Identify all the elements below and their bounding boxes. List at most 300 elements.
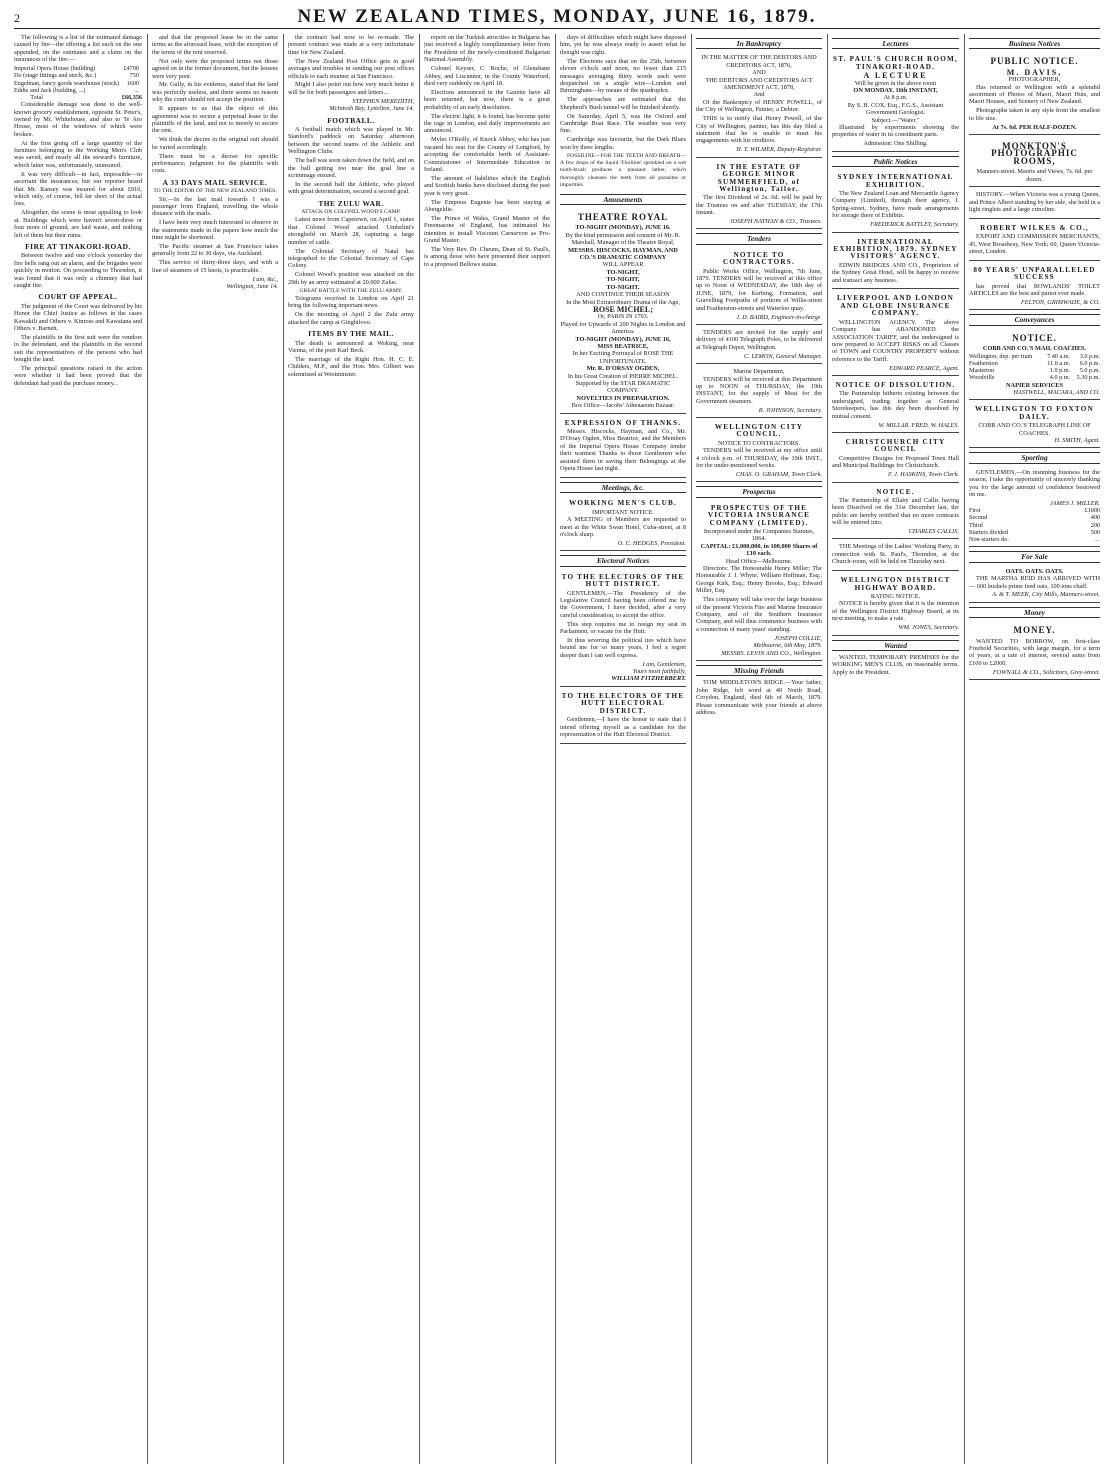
paragraph: report on the Turkish atrocities in Bulgaria has just received a highly complimentary letter from the President of the newly-constituted Bulgarian National Assembly. bbox=[424, 34, 550, 64]
paragraph: The marriage of the Right Hon. H. C. E. Childers, M.P., and the Hon. Mrs. Gilbert was solemnised at Westminster. bbox=[288, 355, 414, 378]
prize-cell: First bbox=[969, 507, 981, 515]
signature: HASTWELL, MACARA, AND CO. bbox=[1013, 388, 1100, 396]
prize-row bbox=[969, 536, 1100, 543]
ad-heading: ST. PAUL'S CHURCH ROOM, TINAKORI-ROAD. bbox=[833, 55, 958, 71]
ad-body: This step requires me to resign my seat in Parliament, or vacate for the Hutt. bbox=[560, 620, 686, 636]
ad-heading: PROSPECTUS OF THE VICTORIA INSURANCE COMPANY (LIMITED). bbox=[707, 503, 811, 527]
electoral-notice bbox=[560, 570, 686, 687]
ad-line: RATING NOTICE. bbox=[870, 592, 921, 600]
ad-heading: WELLINGTON CITY COUNCIL. bbox=[714, 423, 804, 439]
total-value: £66,356 bbox=[121, 93, 142, 101]
ad-line: THE DEBTORS AND CREDITORS ACT AMENDMENT ACT, 1878, bbox=[705, 76, 813, 92]
ad-heading: INTERNATIONAL EXHIBITION, 1879. SYDNEY VISITORS' AGENCY. bbox=[833, 237, 958, 261]
column-rule bbox=[419, 34, 420, 1464]
timetable-cell: 5.0 p.m. bbox=[1079, 367, 1100, 375]
money-notice bbox=[969, 621, 1100, 680]
timetable-cell: 6.0 p.m. bbox=[1079, 359, 1100, 367]
section-subheading: TO THE EDITOR OF THE NEW ZEALAND TIMES. bbox=[153, 188, 277, 195]
ad-line: Played for Upwards of 200 Nights in London and America. bbox=[560, 320, 686, 336]
ad-heading: NOTICE TO CONTRACTORS. bbox=[723, 250, 795, 267]
prize-row bbox=[969, 529, 1100, 536]
ad-line: At 7s. 6d. PER HALF-DOZEN. bbox=[992, 123, 1077, 131]
ad-body: EXPORT AND COMMISSION MERCHANTS, 45, West Broadway, New York; 60, Queen Victoria-street, London. bbox=[969, 233, 1100, 256]
ad-body: WELLINGTON AGENCY. The above Company has ABANDONED the ASSOCIATION TARIFF, and the undersigned is now prepared to ACCEPT RISKS on all Classes of TOWN and COUNTRY PROPERTY without reference to the Tariff. bbox=[832, 318, 959, 363]
prize-cell: 200 bbox=[1090, 521, 1100, 529]
timetable-cell: 1.0 p.m. bbox=[1049, 367, 1071, 375]
signature: JOSEPH NATHAN & CO., Trustees. bbox=[729, 218, 822, 226]
paragraph: The Empress Eugenie has been staying at Abergeldie. bbox=[424, 198, 550, 213]
paragraph: It appears to us that the object of this agreement was to secure a perpetual lease to the plaintiffs of the land, and not to merely to secure the rent. bbox=[152, 105, 278, 135]
ad-line: NAPIER SERVICES bbox=[1006, 381, 1063, 389]
business-notice bbox=[969, 263, 1100, 311]
paragraph: The judgment of the Court was delivered by his Honor the Chief Justice as follows in the cases Kawakili and Others v. Kinross and Kawatana and Others v. Barnett. bbox=[14, 302, 142, 333]
prize-cell: Starters divided bbox=[969, 528, 1009, 536]
ad-body: TENDERS will be received at my office until 4 o'clock p.m. of THURSDAY, the 19th INST., for the under-mentioned works. bbox=[696, 447, 822, 470]
ad-line: Head Office—Melbourne. bbox=[725, 557, 793, 565]
public-notice bbox=[832, 235, 959, 290]
prize-cell: Second bbox=[969, 514, 988, 522]
coach-notice bbox=[969, 402, 1100, 448]
ad-line: Box Office—Jacobs' Athenaeum Bazaar. bbox=[571, 402, 675, 410]
paragraph: The plaintiffs in the first suit were the vendors to the defendant, and the plaintiffs in the second suit the representatives of the persons who had bought the land. bbox=[14, 333, 142, 364]
signature: WILLIAM FITZHERBERT. bbox=[611, 675, 686, 683]
section-heading: FOOTBALL. bbox=[327, 115, 375, 125]
ad-body: Illustrated by experiments showing the properties of water in its constituent parts. bbox=[832, 124, 959, 139]
ad-line: COBB AND CO.'S TELEGRAPH LINE OF COACHES. bbox=[978, 422, 1091, 437]
ad-heading: LIVERPOOL AND LONDON AND GLOBE INSURANCE COMPANY. bbox=[836, 294, 955, 318]
ad-heading: NOTICE OF DISSOLUTION. bbox=[835, 381, 956, 390]
paragraph: Might I also point out how very much better it will be for both passengers and letters... bbox=[288, 81, 414, 96]
paragraph: the contract had now to be re-made. The present contract was made at a very unfortunate time for New Zealand. bbox=[288, 34, 414, 56]
ad-heading: 80 YEARS' UNPARALLELED SUCCESS bbox=[973, 265, 1096, 282]
ad-line: TO-NIGHT (MONDAY), JUNE 16, bbox=[575, 335, 671, 343]
paragraph: At the first going off a large quantity of the furniture belonging to the Working Men's Club was saved, and nearly all the steward's furniture, which latter was, unfortunately, uninsured. bbox=[14, 139, 142, 169]
signature: FOWNALL & CO., Solicitors, Grey-street. bbox=[992, 668, 1100, 676]
business-notice bbox=[969, 221, 1100, 261]
ad-heading: PUBLIC NOTICE. bbox=[990, 56, 1079, 67]
paragraph: Latest news from Capetown, on April 1, states that Colonel Wood attacked Umbelini's stronghold on March 28, capturing a large number of cattle. bbox=[288, 216, 414, 246]
ad-line: Subject.—"Water." bbox=[871, 116, 920, 124]
paragraph: Elections announced in the Gazette have all been returned, but now, there is a great probability of an early dissolution. bbox=[424, 88, 550, 111]
losses-cell: Do (stage fittings and stock, &c.) bbox=[14, 72, 97, 80]
section-subheading: ATTACK ON COLONEL WOOD'S CAMP. bbox=[301, 209, 401, 216]
signature: H. SMITH, Agent. bbox=[1054, 436, 1100, 444]
ad-line: AND bbox=[752, 69, 766, 77]
ad-body: THE Meetings of the Ladies' Working Party, in connection with St. Paul's, Thorndon, at the Church-room, will be held on Thursday next. bbox=[832, 543, 959, 566]
timetable-cell: 3.0 p.m. bbox=[1079, 352, 1100, 360]
paragraph: Between twelve and one o'clock yesterday the fire bells rang out an alarm, and the brigades were quickly in motion. On proceeding to Thorndon, it was found that it was only a chimney that had caught fire. bbox=[14, 252, 142, 289]
bankruptcy-notice bbox=[696, 52, 822, 157]
column-rule bbox=[691, 34, 692, 1464]
prize-row bbox=[969, 514, 1100, 521]
paragraph: The Elections says that on the 25th, between eleven o'clock and noon, no fewer than 215 messages averaging thirty words each were despatched on a single wire—London and Birmingham—by means of the quadruplex. bbox=[560, 57, 686, 95]
public-notice bbox=[832, 573, 959, 635]
signature: CHARLES CALLIS, bbox=[908, 528, 959, 536]
signature: Wellington, June 14. bbox=[226, 283, 278, 291]
ad-line: Supported by the STAR DRAMATIC COMPANY. bbox=[575, 379, 671, 395]
column-1 bbox=[14, 34, 142, 1464]
ad-heading: NOTICE. bbox=[1012, 332, 1057, 343]
section-banner-public-notices: Public Notices bbox=[832, 156, 959, 167]
ad-line: ROSE MICHEL; bbox=[593, 304, 653, 314]
lecture-notice bbox=[832, 52, 959, 151]
ad-heading: WORKING MEN'S CLUB. bbox=[568, 499, 678, 508]
ad-line: Admission: One Shilling. bbox=[863, 140, 928, 148]
ad-line: By the kind permission and consent of Mr. R. Marshall, Manager of the Theatre Royal, bbox=[565, 231, 681, 247]
prize-row bbox=[969, 507, 1100, 514]
losses-cell bbox=[139, 87, 142, 94]
section-banner-tenders: Tenders bbox=[696, 233, 822, 244]
ad-heading: EXPRESSION OF THANKS. bbox=[564, 418, 682, 427]
paragraph: The approaches are estimated that the Shepherd's Bush tunnel will be finished shortly. bbox=[560, 96, 686, 111]
ad-line: ON MONDAY, 16th INSTANT, bbox=[853, 87, 938, 95]
page-columns bbox=[14, 34, 1100, 1464]
signature: WM. JONES, Secretary. bbox=[898, 624, 959, 632]
paragraph: There must be a decree for specific performance; judgment for the plaintiffs with costs. bbox=[152, 152, 278, 175]
paragraph: On Saturday, April 5, was the Oxford and Cambridge Boat Race. The weather was very fine. bbox=[560, 112, 686, 135]
ad-heading: WELLINGTON TO FOXTON DAILY. bbox=[975, 405, 1094, 421]
advertisement-paragraph: FOSSILINE—FOR THE TEETH AND BREATH—A few drops of the liquid 'Floriline' sprinkled on a wet tooth-brush produces a pleasant lather, which thoroughly cleanses the teeth from all parasites or impurities. bbox=[560, 152, 686, 189]
ad-body: THE MARTHA REID HAS ARRIVED WITH— 600 bushels prime feed oats, 100 tons chaff. bbox=[969, 575, 1100, 590]
timetable-cell: Woodville bbox=[969, 374, 995, 382]
section-banner-electoral: Electoral Notices bbox=[560, 555, 686, 566]
tender-notice bbox=[696, 327, 822, 364]
paragraph: It was very difficult—in fact, impossible—to ascertain the insurances; but our reporter heard that Mr. Ransey was insured for about £910, which only, of course, fell far short of the actual loss. bbox=[14, 170, 142, 208]
coach-timetable bbox=[969, 353, 1100, 382]
ad-body: GENTLEMEN,—The Presidency of the Legislative Council having been offered me by the Government, I have decided, after a very careful consideration, to accept the office. bbox=[560, 589, 686, 619]
paragraph: This service of thirty-three days, and with a line of steamers of 15 knots, is practicable. bbox=[152, 259, 278, 274]
ad-body: HISTORY.—When Victoria was a young Queen, and Prince Albert standing by her side, she held in a light ringlets and a large crinoline. bbox=[969, 191, 1100, 213]
losses-row bbox=[14, 72, 142, 79]
ad-line: IMPORTANT NOTICE. bbox=[592, 508, 654, 516]
ad-line: Marine Department, bbox=[733, 368, 785, 376]
section-subheading: GREAT BATTLE WITH THE ZULU ARMY. bbox=[299, 287, 403, 294]
signature: W. MILLAR. FRED. W. HALES. bbox=[878, 421, 959, 429]
paragraph: The Colonial Secretary of Natal has telegraphed to the Colonial Secretary of Cape Colony. bbox=[288, 247, 414, 270]
signature: MESSRS. LEVIN AND CO., Wellington. bbox=[721, 649, 822, 657]
losses-cell: £4700 bbox=[123, 65, 139, 73]
thanks-advertisement bbox=[560, 416, 686, 478]
ad-body: WANTED, TEMPORARY PREMISES for the WORKING MEN'S CLUB, on reasonable terms. Apply to the President. bbox=[832, 653, 959, 676]
prize-cell: 400 bbox=[1090, 514, 1100, 522]
losses-row bbox=[14, 80, 142, 87]
paragraph: and that the proposed lease be in the same terms as the aforesaid lease, with the exception of the terms of the rent reserved. bbox=[152, 34, 278, 56]
section-heading: FIRE AT TINAKORI-ROAD. bbox=[25, 241, 131, 251]
column-2 bbox=[152, 34, 278, 1464]
section-banner-lectures: Lectures bbox=[832, 38, 959, 49]
losses-cell: ... bbox=[134, 86, 139, 94]
ad-line: And bbox=[753, 91, 765, 99]
ad-body: In thus severing the political ties which have bound me for so many years, I feel a regret deeper than I can well express. bbox=[560, 636, 686, 659]
section-banner-prospectus: Prospectus bbox=[696, 486, 822, 497]
paragraph: The Very Rev. Dr. Cheuns, Dean of St. Paul's, is among those who have presented their support to a proposed Bellows statue. bbox=[424, 245, 550, 268]
timetable-row bbox=[969, 374, 1100, 381]
prize-cell: … bbox=[1093, 536, 1100, 544]
ad-body: The first Dividend of 2s. 6d. will be paid by the Trustees on and after TUESDAY, the 17th instant. bbox=[696, 194, 822, 217]
ad-line: TO-NIGHT (MONDAY), JUNE 16. bbox=[575, 224, 671, 232]
ad-line: MISS BEATRICE, bbox=[597, 342, 649, 350]
signature: F. J. HASKINS, Town Clerk. bbox=[887, 471, 959, 479]
prize-row bbox=[969, 522, 1100, 529]
section-banner-conveyances: Conveyances bbox=[969, 314, 1100, 325]
total-label: Total bbox=[30, 93, 43, 101]
ad-body: Directors: The Honourable Henry Miller; The Honourable J. J. Whyte; William Hoffman, Esq.; George Kirk, Esq.; Henry Brooks, Esq.; Edward Miller, Esq. bbox=[696, 565, 822, 595]
timetable-row bbox=[969, 353, 1100, 360]
paragraph: Myles O'Reilly, of Knock Abbey, who has just vacated his seat for the County of Longford, by accepting the comfortable berth of Assistant-Commissioner of Intermediate Education in Ireland. bbox=[424, 136, 550, 173]
section-banner-business-notices: Business Notices bbox=[969, 38, 1100, 49]
ad-line: COBB AND CO.'S MAIL COACHES. bbox=[982, 345, 1087, 353]
ad-heading: TO THE ELECTORS OF THE HUTT ELECTORAL DISTRICT. bbox=[561, 691, 685, 715]
ad-line: In his Great Creation of PIERRE MICHEL. bbox=[567, 372, 679, 380]
section-banner-sporting: Sporting bbox=[969, 452, 1100, 463]
ad-line: M. DAVIS, bbox=[1006, 67, 1063, 77]
sporting-notice bbox=[969, 467, 1100, 548]
signature: O. C. HEDGES, President. bbox=[617, 539, 686, 547]
signature: Melbourne, 6th May, 1879. bbox=[753, 642, 822, 650]
prize-cell: £1000 bbox=[1084, 507, 1100, 515]
paragraph: Colonel Keyser, C. Roche, of Glenshane Abbey, and Liscannor, in the County Waterford, died very suddenly on April 18. bbox=[424, 65, 550, 87]
timetable-cell: 4.0 p.m. bbox=[1049, 374, 1071, 382]
ad-body: TENDERS are invited for the supply and delivery of 4100 Telegraph Poles, to be delivered at Telegraph Depot, Wellington. bbox=[696, 329, 822, 351]
ad-body: has proved that ROWLANDS' TOILET ARTICLES are the best and purest ever made. bbox=[969, 282, 1100, 298]
ad-body: Public Works Office, Wellington, 7th June, 1879. TENDERS will be received at this office up to Noon of WEDNESDAY, the 18th day of JUNE, 1879, for Kerbing, Formation, and Gravelling Footpaths of portions of Willis-street and Featherston-streets and Waterloo quay. bbox=[696, 267, 822, 312]
column-8 bbox=[969, 34, 1100, 1464]
ad-body: The Partnership of Ellaby and Callis having been Dissolved on the 31st December last, the public are hereby notified that no more contracts will be entered into. bbox=[832, 496, 959, 527]
losses-cell: Imperial Opera House (building) bbox=[14, 65, 96, 73]
ad-line: AND CONTINUE THEIR SEASON bbox=[576, 291, 670, 299]
ad-body: Has returned to Wellington with a splendid assortment of Photos of Maori, Maori Huts, and Maori Houses, and Scenery of New Zealand. bbox=[969, 83, 1100, 106]
section-heading: ITEMS BY THE MAIL. bbox=[308, 329, 394, 339]
section-heading: COURT OF APPEAL. bbox=[38, 292, 118, 302]
paragraph: The ball was soon taken down the field, and on the ball getting too near the goal line a scrimmage ensued. bbox=[288, 157, 414, 179]
column-rule bbox=[827, 34, 828, 1464]
public-notice bbox=[832, 541, 959, 571]
ad-line: At 8 p.m. bbox=[883, 94, 908, 102]
losses-total bbox=[14, 94, 142, 101]
signature: McIntosh Bay, Lyttelton, June 14. bbox=[329, 105, 414, 113]
signature: JOSEPH COLLIE, bbox=[774, 634, 822, 642]
ad-line: Mr. R. D'ORSAY OGDEN, bbox=[586, 365, 660, 373]
prize-cell: Non-starters do. bbox=[969, 536, 1009, 544]
theatre-advertisement bbox=[560, 208, 686, 414]
ad-line: TO-NIGHT, bbox=[606, 276, 640, 284]
section-banner-amusements: Amusements bbox=[560, 194, 686, 205]
ad-line: WILL APPEAR bbox=[602, 261, 644, 269]
ad-heading: SYDNEY INTERNATIONAL EXHIBITION. bbox=[837, 173, 954, 189]
section-banner-for-sale: For Sale bbox=[969, 551, 1100, 562]
timetable-cell: Featherston bbox=[969, 359, 998, 367]
ad-body: GENTLEMEN,—On resuming business for the season, I take the opportunity of sincerely thanking you for the large amount of confidence bestowed on me. bbox=[969, 468, 1100, 498]
paragraph: I have been very much interested to observe in the statements made in the papers how much the time might be shortened. bbox=[152, 219, 278, 242]
column-5 bbox=[560, 34, 686, 1464]
signature: STEPHEN MEREDITH, bbox=[352, 97, 414, 105]
signature: FELTON, GRIMWADE, & CO. bbox=[1020, 299, 1100, 307]
tender-notice bbox=[696, 420, 822, 482]
column-3 bbox=[288, 34, 414, 1464]
prospectus-notice bbox=[696, 501, 822, 661]
sale-notice bbox=[969, 566, 1100, 603]
signature: FREDERICK BATTLEY, Secretary. bbox=[870, 221, 959, 229]
ad-body: This company will take over the large business of the present Victoria Fire and Marine Insurance Company, and of the Southern Insurance Company, and will thus commence business with a connection of many years' standing. bbox=[696, 596, 822, 633]
ad-line: IN THE MATTER OF THE DEBTORS AND CREDITORS ACT, 1876, bbox=[701, 54, 817, 69]
signature: C. LEMON, General Manager. bbox=[743, 352, 822, 360]
ad-line: In her Exciting Portrayal of ROSE THE UNFORTUNATE. bbox=[572, 350, 674, 365]
ad-heading: WELLINGTON DISTRICT HIGHWAY BOARD. bbox=[840, 576, 951, 592]
ad-line: A LECTURE bbox=[863, 71, 928, 81]
paragraph: We think the decree in the original suit should be varied accordingly. bbox=[152, 136, 278, 151]
ad-line: TO-NIGHT, bbox=[606, 268, 640, 276]
column-rule bbox=[283, 34, 284, 1464]
ad-body: Photographs taken in any style from the smallest to life size. bbox=[969, 107, 1100, 122]
ad-heading: ROBERT WILKES & CO., bbox=[980, 223, 1089, 232]
ad-heading: MONEY. bbox=[1013, 625, 1056, 636]
timetable-cell: Masterton bbox=[969, 367, 995, 375]
paragraph: Cambridge was favourite, but the Dark Blues won by three lengths. bbox=[560, 136, 686, 151]
ad-line: Manners-street. Maoris and Views, 7s. 6d. per dozen. bbox=[976, 168, 1093, 183]
paragraph: Not only were the proposed terms not those agreed on in the former document, but the lessees were very poor. bbox=[152, 57, 278, 80]
ad-line: Incorporated under the Companies Statutes, 1864. bbox=[703, 528, 815, 543]
ad-body: WANTED TO BORROW, on first-class Freehold Securities, with large margin, for a term of years, at a rate of interest, several sums from £100 to £2000. bbox=[969, 637, 1100, 667]
column-6 bbox=[696, 34, 822, 1464]
ad-body: TENDERS will be received at this Department up to NOON of THURSDAY, the 19th INSTANT, for the supply of Meat for the Government steamers. bbox=[696, 375, 822, 405]
signature: CHAS. O. GRAHAM, Town Clerk. bbox=[735, 471, 822, 478]
ad-body: A MEETING of Members are requested to meet at the White Swan Hotel, Cuba-street, at 8 o'clock sharp. bbox=[560, 516, 686, 538]
estate-notice bbox=[696, 160, 822, 230]
timetable-cell: 5.30 p.m. bbox=[1076, 374, 1100, 382]
paragraph: The Prince of Wales, Grand Master of the Freemasons of England, has intimated his intention to install Viscount Carnarvon as Pro-Grand Master. bbox=[424, 214, 550, 245]
timetable-row bbox=[969, 360, 1100, 367]
ad-heading: CHRISTCHURCH CITY COUNCIL bbox=[845, 437, 946, 454]
ad-body: Gentlemen,—I have the honor to state that I intend offering myself as a candidate for the representation of the Hutt Electoral District. bbox=[560, 716, 686, 738]
ad-line: MESSRS. HISCOCKS, HAYMAN, AND CO.'S DRAMATIC COMPANY bbox=[568, 246, 678, 262]
paragraph: The death is announced at Woking, near Vienna, of the poet Karl Beck. bbox=[288, 339, 414, 354]
prize-table bbox=[969, 507, 1100, 543]
paragraph: Considerable damage was done to the well-known grocery establishment, opposite St. Peter's, owned by Mr. Whitehouse, and also to Te Aro House, most of the windows of which were broken. bbox=[14, 101, 142, 138]
ad-line: In the Most Extraordinary Drama of the Age, bbox=[566, 298, 680, 306]
ad-body: TOM MIDDLETON'S RIDGE.—Your father, John Ridge, left word at 40 North Road, Croydon, England, died 6th of March, 1879. Please communicate with your friends at above address. bbox=[696, 679, 822, 716]
losses-cell: 1600 bbox=[126, 79, 139, 87]
prize-cell: Third bbox=[969, 521, 983, 529]
ad-line: TO-NIGHT, bbox=[606, 283, 640, 291]
paragraph: Telegrams received in London on April 21 bring the following important news. bbox=[288, 295, 414, 310]
coach-notice bbox=[969, 329, 1100, 400]
electoral-notice bbox=[560, 689, 686, 744]
ad-heading: TO THE ELECTORS OF THE HUTT DISTRICT. bbox=[561, 572, 685, 589]
ad-body: THIS is to notify that Henry Powell, of the City of Wellington, painter, has this day filed a statement that he is unable to meet his engagements with his creditors. bbox=[696, 115, 822, 145]
ad-heading: NOTICE. bbox=[876, 487, 915, 496]
paragraph: The Pacific steamer at San Francisco takes generally from 22 to 30 days, via Auckland. bbox=[152, 243, 278, 258]
timetable-cell: 11.0 a.m. bbox=[1047, 359, 1071, 367]
public-notice bbox=[832, 170, 959, 232]
public-notice bbox=[832, 435, 959, 483]
ad-line: CAPITAL: £1,000,000, in 100,000 Shares of £10 each. bbox=[700, 542, 818, 558]
signature: A. & T. MEEK, City Mills, Manners-street. bbox=[992, 591, 1100, 599]
signature: Yours most faithfully, bbox=[632, 668, 686, 676]
signature: EDWARD PEARCE, Agent. bbox=[889, 364, 959, 372]
ad-line: By S. H. COX, Esq., F.G.S., Assistant Government Geologist. bbox=[847, 101, 944, 117]
paragraph: In the second half the Athletic, who played with great determination, secured a second goal. bbox=[288, 180, 414, 196]
paragraph: Mr. Gully, in his evidence, stated that the land was perfectly useless, and there seems no reason why the court should not accept the position. bbox=[152, 81, 278, 104]
signature: I am, Gentlemen, bbox=[642, 660, 686, 668]
public-notice bbox=[832, 291, 959, 376]
paragraph: The New Zealand Post Office gets in good averages and troubles in sending our post offices officials to each steamer at San Francisco. bbox=[288, 57, 414, 80]
ad-body: EDWIN BRIDGES AND CO., Proprietors of the Sydney Great Hotel, will be happy to receive and transact any business. bbox=[832, 261, 959, 284]
signature: J. D. BAIRD, Engineer-in-charge. bbox=[736, 313, 822, 321]
ad-line: PHOTOGRAPHER, bbox=[1008, 76, 1061, 84]
ad-line: Or, PARIS IN 1793. bbox=[597, 313, 649, 321]
newspaper-title: NEW ZEALAND TIMES, MONDAY, JUNE 16, 1879. bbox=[297, 6, 817, 27]
ad-line: Will be given in the above room bbox=[854, 79, 937, 87]
section-heading: THE ZULU WAR. bbox=[318, 198, 384, 208]
section-banner-money: Money bbox=[969, 607, 1100, 618]
column-4 bbox=[424, 34, 550, 1464]
ad-body: Messrs. Hiscocks, Hayman, and Co., Mr. D'Orsay Ogden, Miss Beatrice, and the Members of the Imperial Opera House Company tender their warmest Thanks to those Gentlemen who assisted them in saving their Belongings at the Opera House last night. bbox=[560, 428, 686, 473]
losses-cell: Engelman, fancy goods warehouse (stock) bbox=[14, 79, 119, 87]
page-number-left: 2 bbox=[14, 11, 20, 25]
timetable-cell: Wellington, dep. per train bbox=[969, 352, 1033, 360]
paragraph: On the morning of April 2 the Zulu army attacked the camp at Ginghilovo. bbox=[288, 311, 414, 326]
tender-notice bbox=[696, 366, 822, 418]
column-7 bbox=[832, 34, 959, 1464]
ad-line: OATS. OATS. OATS. bbox=[1005, 567, 1064, 575]
column-rule bbox=[555, 34, 556, 1464]
business-notice bbox=[969, 137, 1100, 187]
business-notice bbox=[969, 52, 1100, 135]
paragraph: Sir,—In the last mail towards I was a passenger from England, travelling the whole distance with the mails. bbox=[152, 195, 278, 218]
meeting-notice bbox=[560, 496, 686, 551]
paragraph: The principal questions raised in the action were whether it had been proved that the defendant had paid the purchase money... bbox=[14, 365, 142, 387]
signature: I am, &c., bbox=[252, 275, 278, 283]
ad-heading: IN THE ESTATE OF GEORGE MINOR SUMMERFIELD, of Wellington, Tailor. bbox=[716, 162, 802, 193]
signature: R. JOHNSON, Secretary. bbox=[758, 406, 822, 414]
masthead bbox=[14, 6, 1100, 29]
ad-body: Of the Bankruptcy of HENRY POWELL, of the City of Wellington, Painter, a Debtor. bbox=[696, 98, 822, 114]
ad-body: The New Zealand Loan and Mercantile Agency Company (Limited), through their agency, J. Spring-street, Sydney, have made arrangements for storage there of Exhibits. bbox=[832, 190, 959, 220]
article-intro: The following is a list of the estimated damage caused by fire—the offering a list each on the one appended, on the estimates and a claim on the insurances of the fire:— bbox=[14, 34, 142, 64]
section-banner-wanted: Wanted bbox=[832, 640, 959, 651]
losses-row bbox=[14, 65, 142, 72]
paragraph: The electric light, it is found, has become quite the rage in London, and daily improvements are announced. bbox=[424, 112, 550, 135]
tender-notice bbox=[696, 248, 822, 325]
timetable-row bbox=[969, 367, 1100, 374]
paragraph: Altogether, the scene is most appalling to look at. Buildings which were haven't seven-three or four more of ground, are laid waste, and nothing left of them but their ruins. bbox=[14, 209, 142, 239]
section-banner-bankruptcy: In Bankruptcy bbox=[696, 38, 822, 49]
section-banner-meetings: Meetings, &c. bbox=[560, 482, 686, 493]
column-rule bbox=[964, 34, 965, 1464]
paragraph: days of difficulties which might have disposed him, yet he was always ready to assert what he thought was right. bbox=[560, 34, 686, 56]
ad-body: NOTICE is hereby given that it is the intention of the Wellington District Highway Board, at its next meeting, to make a rate. bbox=[832, 600, 959, 623]
paragraph: The amount of liabilities which the English and Scottish banks have disclosed during the past year is very great. bbox=[424, 174, 550, 197]
public-notice bbox=[832, 485, 959, 540]
timetable-cell: 7.40 a.m. bbox=[1047, 352, 1071, 360]
section-heading: A 33 DAYS MAIL SERVICE. bbox=[162, 177, 268, 187]
column-rule bbox=[147, 34, 148, 1464]
paragraph: A football match which was played in Mr. Stanford's paddock on Saturday afternoon between the second teams of the Athletic and Wellington Clubs. bbox=[288, 125, 414, 156]
signature: JAMES J. MILLER. bbox=[1049, 499, 1100, 507]
ad-line: NOVELTIES IN PREPARATION. bbox=[576, 394, 670, 402]
prize-cell: 500 bbox=[1090, 528, 1100, 536]
ad-body: The Partnership hitherto existing between the undersigned, trading together as General Storekeepers, has this day been dissolved by mutual consent. bbox=[832, 390, 959, 420]
ad-heading: THEATRE ROYAL bbox=[577, 212, 669, 223]
losses-row bbox=[14, 87, 142, 94]
losses-table bbox=[14, 65, 142, 94]
ad-line: NOTICE TO CONTRACTORS. bbox=[717, 439, 801, 447]
signature: H. T. WILMER, Deputy-Registrar. bbox=[736, 146, 822, 154]
section-banner-missing-friends: Missing Friends bbox=[696, 665, 822, 676]
paragraph: Colonel Wood's position was attacked on the 29th by an army estimated at 20,000 Zulus. bbox=[288, 271, 414, 286]
public-notice bbox=[832, 378, 959, 433]
ad-body: Competitive Designs for Proposed Town Hall and Municipal Buildings for Christchurch. bbox=[832, 454, 959, 470]
